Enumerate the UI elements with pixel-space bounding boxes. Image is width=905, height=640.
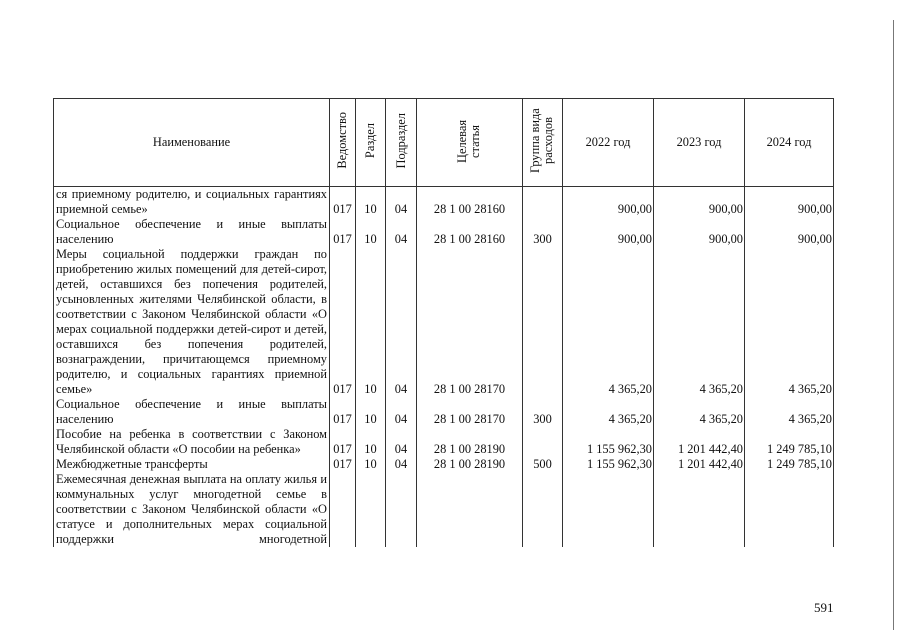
cell-section: 10 (356, 427, 386, 457)
cell-target: 28 1 00 28170 (417, 397, 523, 427)
cell-group: 300 (523, 397, 563, 427)
header-dept: Ведомство (330, 99, 356, 187)
cell-group: 500 (523, 457, 563, 472)
cell-2023: 1 201 442,40 (654, 457, 745, 472)
cell-section: 10 (356, 397, 386, 427)
cell-2023: 4 365,20 (654, 397, 745, 427)
cell-group: 300 (523, 217, 563, 247)
table-row (54, 472, 834, 547)
cell-section: 10 (356, 187, 386, 218)
header-section: Раздел (356, 99, 386, 187)
cell-section (356, 472, 386, 547)
cell-name: Социальное обеспечение и иные выплаты населению (54, 397, 330, 427)
budget-table (53, 98, 834, 547)
cell-dept: 017 (330, 397, 356, 427)
cell-group (523, 247, 563, 397)
header-2024: 2024 год (745, 99, 834, 187)
cell-name: Социальное обеспечение и иные выплаты населению (54, 217, 330, 247)
cell-2023: 900,00 (654, 187, 745, 218)
cell-group (523, 427, 563, 457)
header-2022: 2022 год (563, 99, 654, 187)
table-row (54, 217, 834, 247)
cell-group (523, 187, 563, 218)
cell-2022: 900,00 (563, 217, 654, 247)
cell-subsection (386, 472, 417, 547)
cell-section: 10 (356, 217, 386, 247)
page-number: 591 (814, 600, 834, 615)
cell-2022: 1 155 962,30 (563, 427, 654, 457)
cell-name: ся приемному родителю, и социальных гарантиях приемной семье» (54, 187, 330, 218)
cell-dept: 017 (330, 217, 356, 247)
cell-2023: 1 201 442,40 (654, 427, 745, 457)
header-2023: 2023 год (654, 99, 745, 187)
cell-name: Ежемесячная денежная выплата на оплату жилья и коммунальных услуг многодетной семье в соответствии с Законом Челябинской области «О статусе и дополнительных мерах социальной поддержки многодетной (54, 472, 330, 547)
cell-section: 10 (356, 457, 386, 472)
table-row (54, 397, 834, 427)
cell-name: Межбюджетные трансферты (54, 457, 330, 472)
table-row (54, 247, 834, 397)
cell-2024: 900,00 (745, 187, 834, 218)
cell-2023: 4 365,20 (654, 247, 745, 397)
table-row (54, 457, 834, 472)
cell-2024: 900,00 (745, 217, 834, 247)
cell-subsection: 04 (386, 427, 417, 457)
cell-2024: 1 249 785,10 (745, 457, 834, 472)
cell-name: Пособие на ребенка в соответствии с Законом Челябинской области «О пособии на ребенка» (54, 427, 330, 457)
cell-dept: 017 (330, 187, 356, 218)
cell-group (523, 472, 563, 547)
cell-2024: 1 249 785,10 (745, 427, 834, 457)
cell-dept: 017 (330, 457, 356, 472)
cell-2024: 4 365,20 (745, 397, 834, 427)
cell-2024: 4 365,20 (745, 247, 834, 397)
cell-target: 28 1 00 28190 (417, 427, 523, 457)
cell-2022: 4 365,20 (563, 247, 654, 397)
cell-subsection: 04 (386, 217, 417, 247)
cell-dept: 017 (330, 247, 356, 397)
cell-target: 28 1 00 28160 (417, 187, 523, 218)
cell-2022: 1 155 962,30 (563, 457, 654, 472)
table-row (54, 427, 834, 457)
cell-2022: 4 365,20 (563, 397, 654, 427)
cell-target: 28 1 00 28170 (417, 247, 523, 397)
cell-2024 (745, 472, 834, 547)
page-edge-line (893, 20, 894, 630)
cell-target: 28 1 00 28160 (417, 217, 523, 247)
header-target: Целевая статья (417, 99, 523, 187)
table-row (54, 187, 834, 218)
cell-2022 (563, 472, 654, 547)
header-name: Наименование (54, 99, 330, 187)
cell-target: 28 1 00 28190 (417, 457, 523, 472)
cell-2022: 900,00 (563, 187, 654, 218)
header-group: Группа вида расходов (523, 99, 563, 187)
cell-subsection: 04 (386, 397, 417, 427)
cell-subsection: 04 (386, 187, 417, 218)
cell-dept: 017 (330, 427, 356, 457)
header-subsection: Подраздел (386, 99, 417, 187)
cell-target (417, 472, 523, 547)
cell-2023 (654, 472, 745, 547)
cell-dept (330, 472, 356, 547)
cell-name: Меры социальной поддержки граждан по приобретению жилых помещений для детей-сирот, детей, оставшихся без попечения родителей, усыновленных жителями Челябинской области, в соответствии с Законом Челябинской области «О мерах социальной поддержки детей-сирот и детей, оставшихся без попечения родителей, вознаграждении, причитающемся приемному родителю, и социальных гарантиях приемной семье» (54, 247, 330, 397)
header-row (54, 99, 834, 187)
cell-subsection: 04 (386, 247, 417, 397)
cell-2023: 900,00 (654, 217, 745, 247)
cell-subsection: 04 (386, 457, 417, 472)
cell-section: 10 (356, 247, 386, 397)
